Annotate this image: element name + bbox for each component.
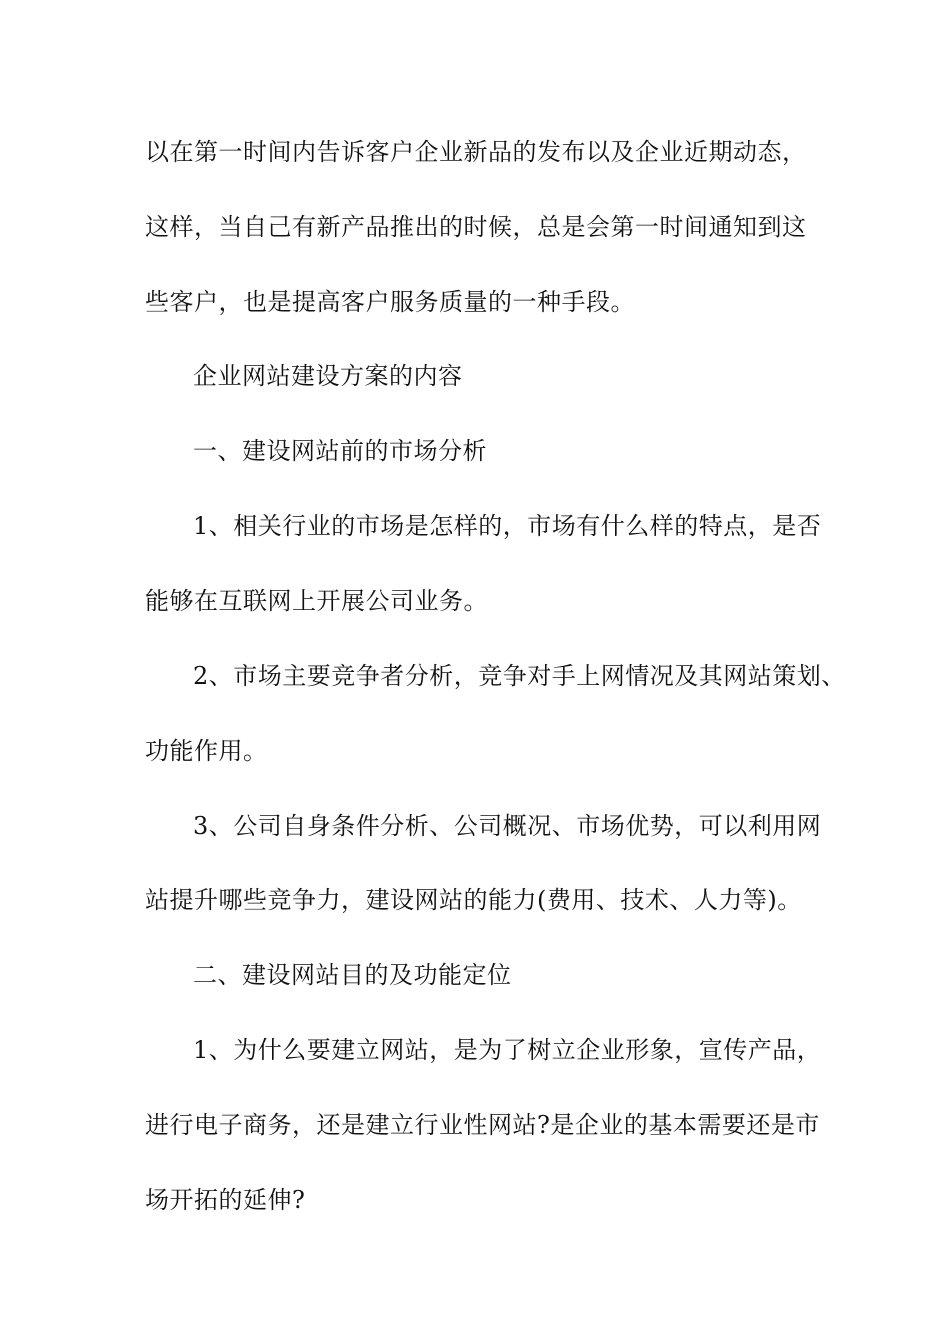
- section-title: 企业网站建设方案的内容: [193, 362, 463, 390]
- section-heading-1: 一、建设网站前的市场分析: [193, 437, 487, 465]
- list-item-line: 进行电子商务，还是建立行业性网站?是企业的基本需要还是市: [145, 1111, 820, 1139]
- list-item-line: 功能作用。: [145, 737, 268, 765]
- section-heading-2: 二、建设网站目的及功能定位: [193, 961, 512, 989]
- list-item-line: 能够在互联网上开展公司业务。: [145, 587, 488, 615]
- list-item-line: 1、为什么要建立网站，是为了树立企业形象，宣传产品，: [193, 1036, 822, 1064]
- list-item-line: 场开拓的延伸?: [145, 1186, 306, 1214]
- list-item-line: 2、市场主要竞争者分析，竞争对手上网情况及其网站策划、: [193, 662, 846, 690]
- list-item-line: 1、相关行业的市场是怎样的，市场有什么样的特点，是否: [193, 512, 822, 540]
- list-item-line: 站提升哪些竞争力，建设网站的能力(费用、技术、人力等)。: [145, 886, 802, 914]
- list-item-line: 3、公司自身条件分析、公司概况、市场优势，可以利用网: [193, 812, 822, 840]
- paragraph-line: 这样，当自己有新产品推出的时候，总是会第一时间通知到这: [145, 213, 807, 241]
- paragraph-line: 些客户，也是提高客户服务质量的一种手段。: [145, 288, 635, 316]
- paragraph-line: 以在第一时间内告诉客户企业新品的发布以及企业近期动态，: [145, 138, 807, 166]
